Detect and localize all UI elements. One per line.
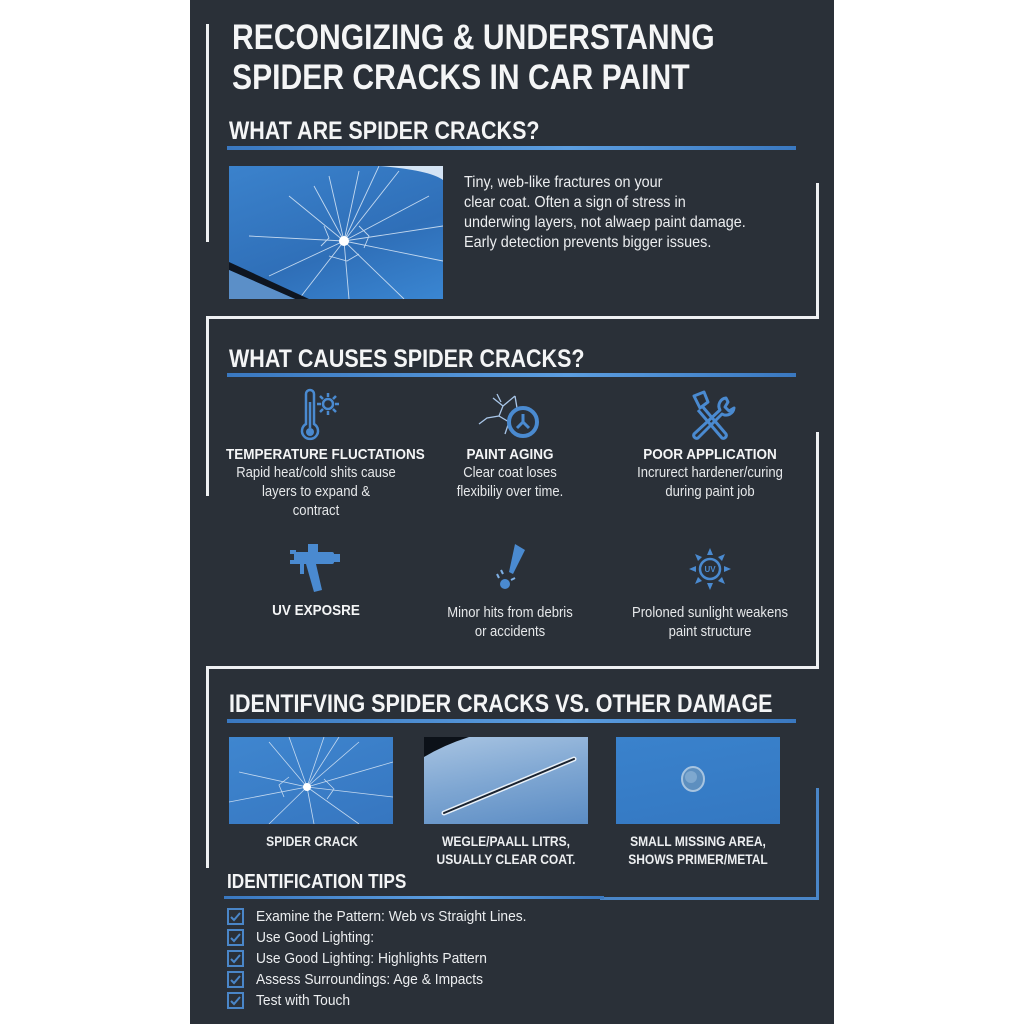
- cause-paint-aging: PAINT AGING Clear coat loses flexibiliy over time.: [410, 388, 610, 502]
- heading-underline: [227, 146, 796, 150]
- checkbox-icon[interactable]: [227, 908, 244, 925]
- frame-line: [206, 316, 819, 319]
- thermometer-sun-icon: [216, 388, 416, 446]
- cause-temperature: TEMPERATURE FLUCTATIONS Rapid heat/cold shits cause layers to expand & contract: [216, 388, 416, 521]
- cracked-clock-icon: [410, 388, 610, 446]
- frame-line: [816, 183, 819, 318]
- tip-item: Test with Touch: [227, 990, 358, 1011]
- wrench-screwdriver-icon: [610, 388, 810, 446]
- frame-line: [206, 666, 209, 868]
- chip-photo: [616, 737, 780, 824]
- section-heading-identifying: IDENTIFVING SPIDER CRACKS VS. OTHER DAMAGE: [229, 690, 773, 718]
- tip-item: Use Good Lighting:: [227, 927, 384, 948]
- tip-item: Use Good Lighting: Highlights Pattern: [227, 948, 507, 969]
- heading-underline: [227, 373, 796, 377]
- cause-poor-application: POOR APPLICATION Incrurect hardener/curing during paint job: [610, 388, 810, 502]
- frame-line: [816, 432, 819, 668]
- checkbox-icon[interactable]: [227, 950, 244, 967]
- uv-sun-icon: [610, 540, 810, 598]
- scratch-photo: [424, 737, 588, 824]
- spider-crack-photo: [229, 166, 443, 299]
- checkbox-icon[interactable]: [227, 971, 244, 988]
- frame-line: [206, 316, 209, 496]
- checkbox-icon[interactable]: [227, 929, 244, 946]
- caption-spider-crack: SPIDER CRACK: [266, 833, 358, 849]
- checkbox-icon[interactable]: [227, 992, 244, 1009]
- frame-line: [600, 897, 819, 900]
- svg-text:UV: UV: [704, 565, 716, 574]
- page-title: RECONGIZING & UNDERSTANNG SPIDER CRACKS IN CAR PAINT: [232, 18, 715, 97]
- impact-debris-icon: [410, 540, 610, 598]
- tips-heading: IDENTIFICATION TIPS: [227, 871, 407, 893]
- spider-crack-photo: [229, 737, 393, 824]
- cause-impact: Minor hits from debris or accidents: [410, 540, 610, 642]
- heading-underline: [227, 719, 796, 723]
- spider-crack-graphic: [229, 166, 443, 299]
- description-text: Tiny, web-like fractures on your clear coat. Often a sign of stress in underwing layers, not alwaep paint damage. Early detection prevents bigger issues.: [464, 174, 746, 251]
- tip-item: Assess Surroundings: Age & Impacts: [227, 969, 503, 990]
- heading-underline: [224, 896, 604, 899]
- cause-sunlight: UV Proloned sunlight weakens paint structure: [610, 540, 810, 642]
- frame-line: [816, 788, 819, 899]
- spray-gun-icon: [216, 540, 416, 598]
- frame-line: [206, 666, 819, 669]
- tip-item: Examine the Pattern: Web vs Straight Lines.: [227, 906, 550, 927]
- frame-line: [206, 24, 209, 242]
- caption-chip: SMALL MISSING AREA, SHOWS PRIMER/METAL: [628, 833, 768, 867]
- section-heading-what: WHAT ARE SPIDER CRACKS?: [229, 117, 540, 145]
- section-heading-causes: WHAT CAUSES SPIDER CRACKS?: [229, 345, 585, 373]
- cause-uv-exposure: UV EXPOSRE: [216, 540, 416, 620]
- caption-scratch: WEGLE/PAALL LITRS, USUALLY CLEAR COAT.: [436, 833, 576, 867]
